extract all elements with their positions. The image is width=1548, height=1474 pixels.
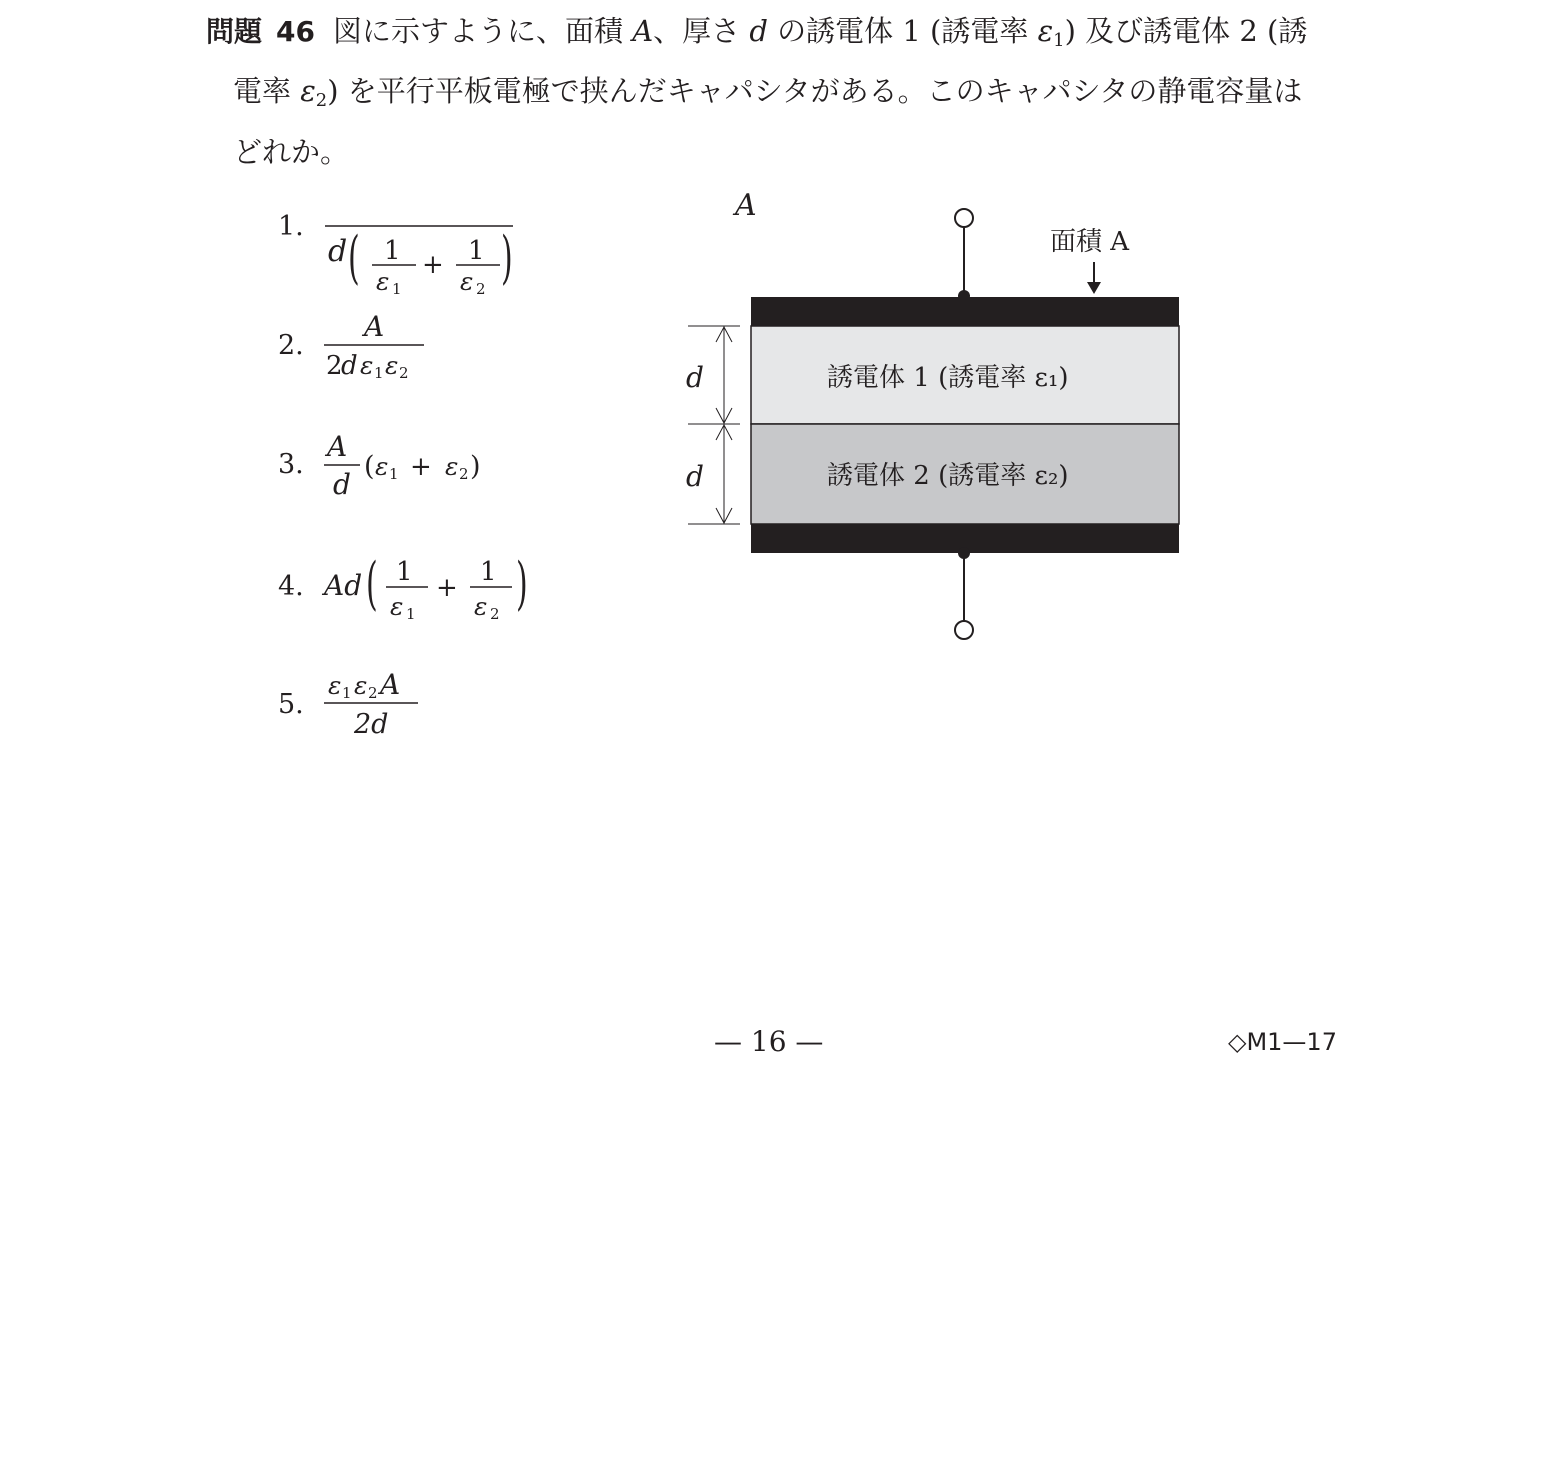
subscript: 2: [476, 280, 486, 298]
one: 1: [468, 236, 485, 266]
epsilon: ε: [354, 671, 368, 700]
question-label: 問題: [206, 15, 263, 48]
epsilon: ε: [390, 592, 404, 621]
rparen: ): [516, 550, 528, 617]
area-arrowhead: [1087, 282, 1101, 294]
question-text: の誘電体 1 (誘電率: [767, 14, 1038, 48]
var-epsilon: ε: [1037, 14, 1054, 48]
lparen: (: [348, 224, 360, 291]
subscript: 2: [490, 605, 500, 623]
capacitor-figure: [680, 200, 1180, 654]
subscript: 2: [368, 684, 378, 702]
subscript: 1: [374, 364, 384, 382]
denominator-d: d: [328, 234, 348, 269]
one: 1: [396, 557, 413, 587]
choice-4-number: 4.: [278, 571, 304, 602]
subscript: 1: [1053, 30, 1065, 52]
epsilon: ε: [445, 452, 459, 481]
plus: +: [410, 452, 432, 482]
choice-1-number: 1.: [278, 211, 304, 242]
Ad: Ad: [324, 569, 363, 602]
question-text: どれか。: [233, 135, 350, 169]
denominator-d: d: [341, 351, 358, 381]
denominator-2d: 2d: [354, 709, 389, 740]
epsilon: ε: [376, 267, 390, 296]
choice-3-number: 3.: [278, 449, 304, 480]
denominator-2d: 2: [326, 351, 343, 381]
plus: +: [422, 250, 444, 280]
var-epsilon: ε: [300, 74, 316, 108]
area-label: 面積 A: [1050, 227, 1130, 257]
choice-3-formula: [320, 428, 500, 504]
page-code: ◇M1—17: [1228, 1028, 1337, 1056]
denominator-d: d: [333, 468, 351, 501]
subscript: 1: [392, 280, 402, 298]
epsilon: ε: [328, 671, 342, 700]
epsilon: ε: [360, 351, 374, 380]
choice-4-formula: [320, 540, 540, 634]
epsilon: ε: [385, 351, 399, 380]
epsilon: ε: [460, 267, 474, 296]
subscript: 1: [342, 684, 352, 702]
subscript: 2: [399, 364, 409, 382]
top-terminal: [955, 209, 973, 227]
lparen: (: [364, 451, 375, 482]
question-line-1: [206, 14, 1308, 52]
thickness-label-1: d: [686, 361, 704, 394]
bottom-terminal: [955, 621, 973, 639]
epsilon: ε: [375, 452, 389, 481]
subscript: 2: [315, 90, 328, 112]
choice-5-number: 5.: [278, 689, 304, 720]
rparen: ): [470, 451, 481, 482]
subscript: 1: [406, 605, 416, 623]
numerator: A: [735, 188, 757, 223]
choice-5-formula: [320, 665, 430, 744]
choice-1-formula: [320, 185, 757, 304]
plus: +: [436, 573, 458, 603]
subscript: 2: [459, 465, 469, 483]
page-number: — 16 —: [714, 1025, 824, 1058]
question-number: 46: [276, 15, 315, 48]
A: A: [380, 668, 401, 701]
question-text: ) 及び誘電体 2 (誘: [1064, 14, 1308, 48]
choice-2-number: 2.: [278, 330, 304, 361]
question-text: 、厚さ: [653, 14, 750, 48]
var-area: A: [632, 14, 654, 48]
numerator: A: [364, 310, 385, 343]
subscript: 1: [389, 465, 399, 483]
dielectric-2-label: 誘電体 2 (誘電率 ε₂): [827, 461, 1069, 491]
numerator: A: [327, 430, 348, 463]
lparen: (: [366, 550, 378, 617]
question-text: ) を平行平板電極で挟んだキャパシタがある。このキャパシタの静電容量は: [327, 74, 1303, 108]
one: 1: [480, 557, 497, 587]
question-text: 図に示すように、面積: [332, 14, 633, 48]
var-thickness: d: [749, 14, 768, 48]
epsilon: ε: [474, 592, 488, 621]
thickness-label-2: d: [686, 460, 704, 493]
choice-2-formula: [320, 308, 430, 384]
question-line-2: [233, 74, 1303, 112]
rparen: ): [501, 224, 513, 291]
top-electrode: [751, 297, 1179, 326]
question-text: 電率: [233, 74, 301, 108]
one: 1: [384, 236, 401, 266]
dielectric-1-label: 誘電体 1 (誘電率 ε₁): [827, 363, 1069, 393]
question-line-3: [233, 135, 350, 169]
